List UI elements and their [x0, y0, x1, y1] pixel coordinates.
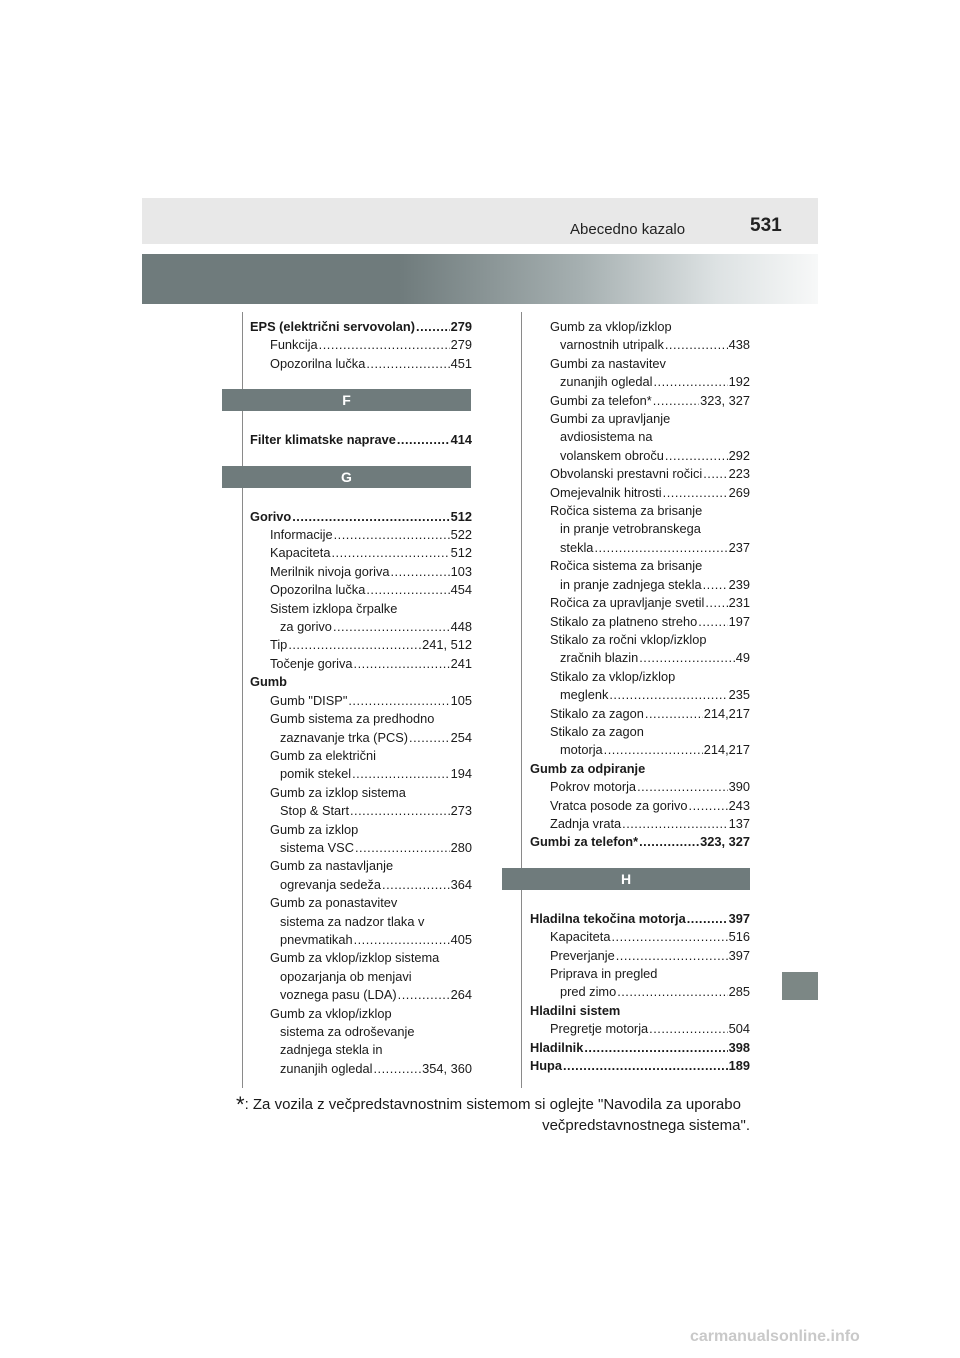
- entry-page-ref: 243: [728, 797, 750, 815]
- entry-label-continued: Gumb za izklop: [270, 821, 359, 837]
- dot-leader: [654, 373, 728, 391]
- entry-label: in pranje zadnjega stekla: [560, 576, 703, 594]
- index-entry: [530, 373, 750, 391]
- entry-page-ref: 49: [735, 649, 750, 667]
- entry-page-ref: 504: [728, 1020, 750, 1038]
- entry-page-ref: 323, 327: [699, 392, 750, 410]
- index-entry: [250, 508, 472, 526]
- footnote-line-2: večpredstavnostnega sistema".: [542, 1117, 750, 1134]
- entry-label: ogrevanja sedeža: [280, 876, 382, 894]
- index-entry: [250, 618, 472, 636]
- index-entry: [250, 355, 472, 373]
- entry-label-continued: Stikalo za ročni vklop/izklop: [550, 631, 707, 647]
- entry-page-ref: 397: [728, 947, 750, 965]
- entry-label: Tip: [270, 636, 288, 654]
- entry-label: Stikalo za zagon: [550, 705, 645, 723]
- index-entry: [530, 392, 750, 410]
- index-heading: Gumb za odpiranje: [530, 760, 646, 776]
- entry-page-ref: 398: [728, 1039, 750, 1057]
- entry-label: Točenje goriva: [270, 655, 354, 673]
- entry-label: Kapaciteta: [270, 544, 331, 562]
- entry-page-ref: 194: [450, 765, 472, 783]
- index-column-right: [530, 318, 750, 1075]
- index-entry: [250, 876, 472, 894]
- dot-leader: [333, 618, 450, 636]
- section-title: Abecedno kazalo: [570, 221, 686, 238]
- dot-leader: [611, 928, 727, 946]
- index-entry: [250, 431, 472, 449]
- entry-label-continued: Stikalo za zagon: [550, 723, 644, 739]
- dot-leader: [705, 594, 727, 612]
- entry-page-ref: 105: [450, 692, 472, 710]
- dot-leader: [288, 636, 421, 654]
- index-entry: [250, 581, 472, 599]
- entry-page-ref: 454: [450, 581, 472, 599]
- entry-label: zaznavanje trka (PCS): [280, 729, 409, 747]
- entry-label-continued: Gumb za vklop/izklop sistema: [270, 950, 440, 966]
- entry-label: Opozorilna lučka: [270, 355, 366, 373]
- entry-label: Zadnja vrata: [550, 815, 622, 833]
- index-entry: [530, 705, 750, 723]
- entry-label: Filter klimatske naprave: [250, 431, 397, 449]
- index-entry: [250, 655, 472, 673]
- dot-leader: [609, 686, 727, 704]
- dot-leader: [374, 1060, 422, 1078]
- dot-leader: [639, 833, 699, 851]
- dot-leader: [352, 765, 450, 783]
- index-entry: [530, 686, 750, 704]
- entry-label: pred zimo: [560, 983, 617, 1001]
- entry-label: voznega pasu (LDA): [280, 986, 398, 1004]
- index-entry: [530, 833, 750, 851]
- entry-label-continued: Sistem izklopa črpalke: [270, 600, 398, 616]
- entry-page-ref: 254: [450, 729, 472, 747]
- entry-label: Kapaciteta: [550, 928, 611, 946]
- entry-page-ref: 214,217: [703, 705, 750, 723]
- entry-label-continued: opozarjanja ob menjavi: [280, 968, 412, 984]
- dot-leader: [382, 876, 450, 894]
- header-band: [142, 198, 818, 244]
- entry-page-ref: 516: [728, 928, 750, 946]
- entry-label-continued: Gumb za izklop sistema: [270, 784, 406, 800]
- entry-page-ref: 273: [450, 802, 472, 820]
- dot-leader: [703, 465, 727, 483]
- entry-page-ref: 405: [450, 931, 472, 949]
- index-heading: Gumb: [250, 674, 287, 690]
- entry-label: Gumbi za telefon*: [550, 392, 653, 410]
- index-entry: [530, 649, 750, 667]
- entry-label: Preverjanje: [550, 947, 616, 965]
- index-entry: [530, 613, 750, 631]
- entry-label-continued: Gumb sistema za predhodno: [270, 711, 435, 727]
- index-entry: [530, 815, 750, 833]
- dot-leader: [398, 986, 450, 1004]
- entry-page-ref: 280: [450, 839, 472, 857]
- dot-leader: [292, 508, 449, 526]
- index-entry: [530, 947, 750, 965]
- index-entry: [250, 336, 472, 354]
- index-entry: [530, 910, 750, 928]
- page-number: 531: [750, 215, 782, 236]
- entry-page-ref: 323, 327: [699, 833, 750, 851]
- index-entry: [250, 839, 472, 857]
- entry-label: motorja: [560, 741, 604, 759]
- entry-page-ref: 137: [728, 815, 750, 833]
- entry-label: Hladilna tekočina motorja: [530, 910, 687, 928]
- entry-label: meglenk: [560, 686, 609, 704]
- dot-leader: [350, 802, 450, 820]
- dot-leader: [645, 705, 703, 723]
- dot-leader: [617, 983, 727, 1001]
- dot-leader: [319, 336, 450, 354]
- index-entry: [530, 484, 750, 502]
- entry-page-ref: 414: [450, 431, 472, 449]
- entry-page-ref: 397: [728, 910, 750, 928]
- dot-leader: [584, 1039, 727, 1057]
- entry-label: Opozorilna lučka: [270, 581, 366, 599]
- entry-page-ref: 189: [728, 1057, 750, 1075]
- index-column-left: [250, 318, 472, 1078]
- index-entry: [250, 636, 472, 654]
- entry-page-ref: 292: [728, 447, 750, 465]
- entry-label: Informacije: [270, 526, 334, 544]
- entry-page-ref: 285: [728, 983, 750, 1001]
- dot-leader: [331, 544, 449, 562]
- entry-page-ref: 239: [728, 576, 750, 594]
- index-entry: [250, 563, 472, 581]
- header-gradient-band: [142, 254, 818, 304]
- entry-label-continued: Gumb za vklop/izklop: [550, 319, 672, 334]
- entry-page-ref: 448: [450, 618, 472, 636]
- entry-page-ref: 390: [728, 778, 750, 796]
- dot-leader: [366, 581, 449, 599]
- dot-leader: [665, 447, 728, 465]
- entry-label: varnostnih utripalk: [560, 336, 665, 354]
- entry-label-continued: Gumb za električni: [270, 747, 376, 763]
- dot-leader: [348, 692, 449, 710]
- dot-leader: [663, 484, 728, 502]
- entry-label-continued: Priprava in pregled: [550, 966, 658, 981]
- index-entry: [530, 336, 750, 354]
- dot-leader: [639, 649, 735, 667]
- dot-leader: [665, 336, 728, 354]
- entry-label: Ročica za upravljanje svetil: [550, 594, 705, 612]
- entry-page-ref: 438: [728, 336, 750, 354]
- entry-page-ref: 512: [450, 508, 472, 526]
- entry-label: sistema VSC: [280, 839, 355, 857]
- index-entry: [530, 983, 750, 1001]
- entry-label: Pokrov motorja: [550, 778, 637, 796]
- entry-label-continued: sistema za nadzor tlaka v: [280, 913, 425, 929]
- entry-label-continued: Gumbi za upravljanje: [550, 411, 671, 427]
- index-entry: [250, 931, 472, 949]
- index-entry: [530, 1039, 750, 1057]
- dot-leader: [698, 613, 727, 631]
- dot-leader: [397, 431, 450, 449]
- entry-page-ref: 451: [450, 355, 472, 373]
- dot-leader: [334, 526, 450, 544]
- dot-leader: [653, 392, 699, 410]
- index-entry: [530, 778, 750, 796]
- entry-label: Pregretje motorja: [550, 1020, 649, 1038]
- index-entry: [530, 928, 750, 946]
- entry-label-continued: avdiosistema na: [560, 429, 653, 445]
- index-entry: [250, 692, 472, 710]
- entry-page-ref: 237: [728, 539, 750, 557]
- entry-label: Gumb "DISP": [270, 692, 348, 710]
- index-entry: [530, 1020, 750, 1038]
- dot-leader: [354, 931, 450, 949]
- entry-page-ref: 214,217: [703, 741, 750, 759]
- footnote-star: *: [236, 1092, 245, 1117]
- entry-label-continued: Gumbi za nastavitev: [550, 355, 666, 371]
- entry-label: Obvolanski prestavni ročici: [550, 465, 703, 483]
- entry-label: Merilnik nivoja goriva: [270, 563, 390, 581]
- column-divider-left: [242, 312, 243, 1088]
- entry-page-ref: 354, 360: [421, 1060, 472, 1078]
- entry-label: pomik stekel: [280, 765, 352, 783]
- letter-header-h: H: [502, 868, 750, 890]
- letter-header-g: G: [222, 466, 471, 488]
- index-entry: [250, 729, 472, 747]
- entry-page-ref: 269: [728, 484, 750, 502]
- entry-label-continued: zadnjega stekla in: [280, 1042, 383, 1058]
- entry-page-ref: 364: [450, 876, 472, 894]
- entry-label: zračnih blazin: [560, 649, 639, 667]
- index-entry: [530, 797, 750, 815]
- letter-header-f: F: [222, 389, 471, 411]
- footnote-line-1: : Za vozila z večpredstavnostnim sistemom si oglejte "Navodila za uporabo: [244, 1096, 741, 1113]
- entry-label: EPS (električni servovolan): [250, 318, 416, 336]
- dot-leader: [416, 318, 450, 336]
- index-entry: [530, 594, 750, 612]
- entry-label: Gorivo: [250, 508, 292, 526]
- entry-label: zunanjih ogledal: [280, 1060, 374, 1078]
- entry-page-ref: 235: [728, 686, 750, 704]
- entry-label: za gorivo: [280, 618, 333, 636]
- dot-leader: [355, 839, 450, 857]
- entry-label-continued: in pranje vetrobranskega: [560, 521, 701, 537]
- dot-leader: [409, 729, 450, 747]
- dot-leader: [354, 655, 450, 673]
- index-entry: [250, 526, 472, 544]
- index-entry: [530, 1057, 750, 1075]
- dot-leader: [366, 355, 449, 373]
- entry-page-ref: 279: [450, 318, 472, 336]
- index-entry: [530, 447, 750, 465]
- dot-leader: [390, 563, 449, 581]
- entry-page-ref: 241, 512: [421, 636, 472, 654]
- index-entry: [530, 465, 750, 483]
- entry-label: Hladilnik: [530, 1039, 584, 1057]
- index-entry: [250, 802, 472, 820]
- index-entry: [530, 576, 750, 594]
- entry-label-continued: Gumb za nastavljanje: [270, 858, 394, 874]
- watermark: carmanualsonline.info: [690, 1328, 860, 1345]
- entry-page-ref: 197: [728, 613, 750, 631]
- index-entry: [250, 1060, 472, 1078]
- entry-label-continued: Stikalo za vklop/izklop: [550, 668, 676, 684]
- entry-label: Stop & Start: [280, 802, 350, 820]
- entry-label: Gumbi za telefon*: [530, 833, 639, 851]
- entry-label-continued: sistema za odroševanje: [280, 1024, 415, 1039]
- dot-leader: [637, 778, 728, 796]
- dot-leader: [616, 947, 728, 965]
- entry-page-ref: 279: [450, 336, 472, 354]
- entry-page-ref: 223: [728, 465, 750, 483]
- entry-page-ref: 103: [450, 563, 472, 581]
- dot-leader: [649, 1020, 727, 1038]
- index-entry: [250, 765, 472, 783]
- entry-label-continued: Ročica sistema za brisanje: [550, 503, 703, 519]
- entry-page-ref: 231: [728, 594, 750, 612]
- entry-label: Omejevalnik hitrosti: [550, 484, 663, 502]
- entry-label-continued: Gumb za ponastavitev: [270, 895, 398, 911]
- index-entry: [250, 544, 472, 562]
- entry-label-continued: Ročica sistema za brisanje: [550, 558, 703, 574]
- index-heading: Hladilni sistem: [530, 1002, 621, 1018]
- dot-leader: [703, 576, 728, 594]
- entry-label: Stikalo za platneno streho: [550, 613, 698, 631]
- index-entry: [530, 539, 750, 557]
- entry-label: Funkcija: [270, 336, 319, 354]
- dot-leader: [689, 797, 728, 815]
- column-divider-center: [521, 312, 522, 1088]
- index-entry: [250, 318, 472, 336]
- index-entry: [530, 741, 750, 759]
- entry-label: pnevmatikah: [280, 931, 354, 949]
- chapter-side-tab: [782, 972, 818, 1000]
- entry-page-ref: 522: [450, 526, 472, 544]
- entry-label: Hupa: [530, 1057, 563, 1075]
- entry-page-ref: 241: [450, 655, 472, 673]
- entry-label: Vratca posode za gorivo: [550, 797, 689, 815]
- index-entry: [250, 986, 472, 1004]
- entry-page-ref: 192: [728, 373, 750, 391]
- dot-leader: [687, 910, 728, 928]
- entry-label: zunanjih ogledal: [560, 373, 654, 391]
- entry-label: volanskem obroču: [560, 447, 665, 465]
- dot-leader: [594, 539, 727, 557]
- footnote: [236, 1094, 750, 1136]
- dot-leader: [622, 815, 728, 833]
- entry-page-ref: 264: [450, 986, 472, 1004]
- entry-page-ref: 512: [450, 544, 472, 562]
- dot-leader: [563, 1057, 728, 1075]
- entry-label: stekla: [560, 539, 594, 557]
- dot-leader: [604, 741, 703, 759]
- entry-label-continued: Gumb za vklop/izklop: [270, 1005, 392, 1021]
